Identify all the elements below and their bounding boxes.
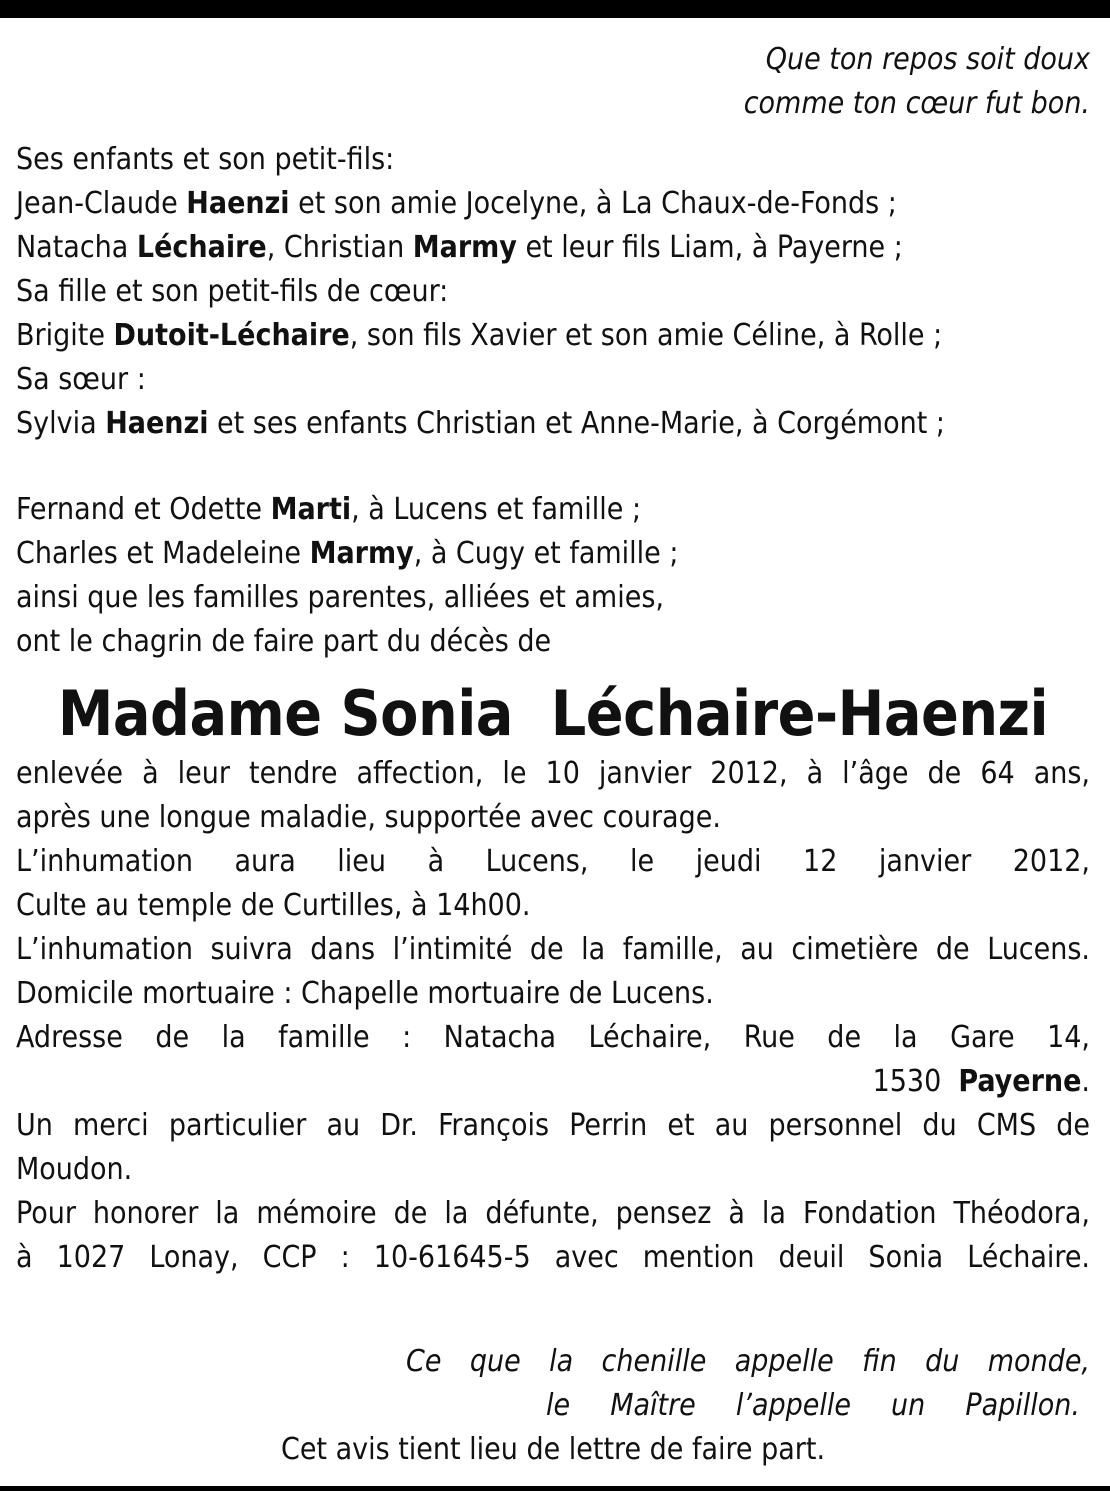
body-line: Pour honorer la mémoire de la défunte, pensez à la Fondation Théodora, (16, 1196, 1090, 1231)
notice-body (16, 752, 1090, 1280)
family-line: Jean-Claude Haenzi et son amie Jocelyne, à La Chaux-de-Fonds ; (16, 186, 897, 221)
body-line: Culte au temple de Curtilles, à 14h00. (16, 888, 531, 923)
obituary-notice (16, 38, 1090, 1472)
sister-heading: Sa sœur : (16, 362, 146, 397)
verse-line: le Maître l’appelle un Papillon. (546, 1388, 1080, 1423)
family-list (16, 138, 1090, 664)
family-line: Charles et Madeleine Marmy, à Cugy et famille ; (16, 536, 679, 571)
bottom-rule (0, 1486, 1110, 1491)
family-line: Brigite Dutoit-Léchaire, son fils Xavier et son amie Céline, à Rolle ; (16, 318, 943, 353)
city-name: Payerne (958, 1064, 1082, 1099)
closing-statement: Cet avis tient lieu de lettre de faire part. (280, 1432, 826, 1467)
body-line: à 1027 Lonay, CCP : 10-61645-5 avec mention deuil Sonia Léchaire. (16, 1240, 1090, 1275)
family-address-city: 1530 Payerne. (872, 1064, 1090, 1099)
family-line: Sylvia Haenzi et ses enfants Christian et Anne-Marie, à Corgémont ; (16, 406, 945, 441)
body-line: après une longue maladie, supportée avec courage. (16, 800, 721, 835)
family-line: ainsi que les familles parentes, alliées et amies, (16, 580, 664, 615)
family-surname: Marti (270, 492, 352, 527)
closing-verse (16, 1340, 1090, 1428)
family-surname: Léchaire (136, 230, 267, 265)
verse-line: Ce que la chenille appelle fin du monde, (406, 1344, 1090, 1379)
body-line: Domicile mortuaire : Chapelle mortuaire de Lucens. (16, 976, 714, 1011)
body-line: enlevée à leur tendre affection, le 10 janvier 2012, à l’âge de 64 ans, (16, 756, 1090, 791)
body-line: L’inhumation suivra dans l’intimité de la famille, au cimetière de Lucens. (16, 932, 1090, 967)
deceased-name: Madame Sonia Léchaire-Haenzi (57, 677, 1049, 750)
family-address: Adresse de la famille : Natacha Léchaire, Rue de la Gare 14, (16, 1020, 1090, 1055)
family-surname: Haenzi (105, 406, 209, 441)
body-line: Moudon. (16, 1152, 133, 1187)
verse-line: comme ton cœur fut bon. (743, 86, 1090, 121)
family-surname: Haenzi (186, 186, 290, 221)
family-surname: Dutoit-Léchaire (113, 318, 350, 353)
announcement-line: ont le chagrin de faire part du décès de (16, 624, 552, 659)
body-line: Un merci particulier au Dr. François Perrin et au personnel du CMS de (16, 1108, 1090, 1143)
body-line: L’inhumation aura lieu à Lucens, le jeudi 12 janvier 2012, (16, 844, 1090, 879)
opening-verse (16, 38, 1090, 126)
children-heading: Ses enfants et son petit-fils: (16, 142, 395, 177)
daughter-heading: Sa fille et son petit-fils de cœur: (16, 274, 449, 309)
family-surname: Marmy (412, 230, 517, 265)
family-line: Natacha Léchaire, Christian Marmy et leur fils Liam, à Payerne ; (16, 230, 903, 265)
top-rule (0, 0, 1110, 18)
verse-line: Que ton repos soit doux (765, 42, 1090, 77)
family-surname: Marmy (309, 536, 414, 571)
family-line: Fernand et Odette Marti, à Lucens et famille ; (16, 492, 642, 527)
